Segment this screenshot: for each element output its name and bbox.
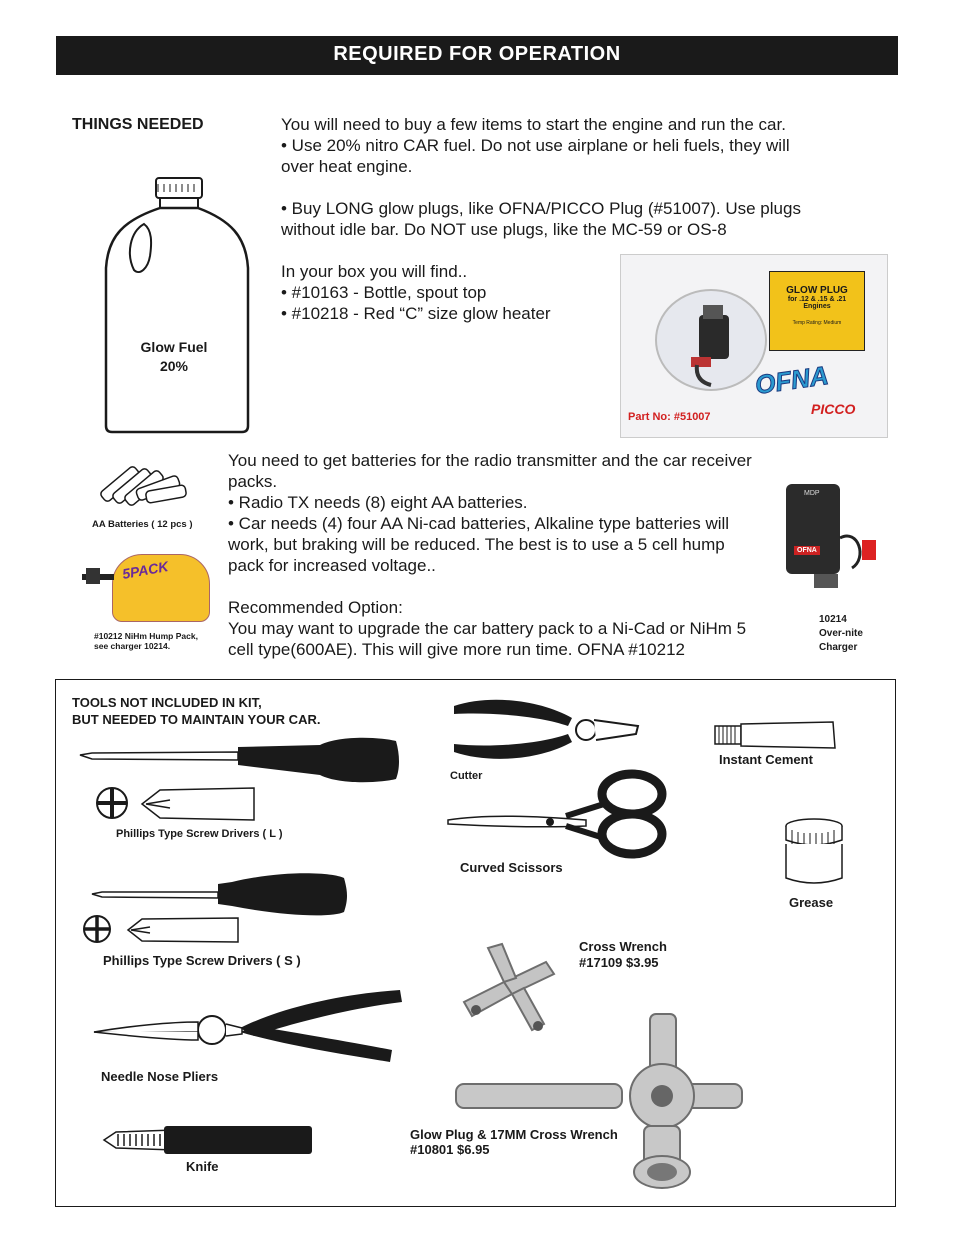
caption-line: Over-nite: [819, 628, 863, 639]
glow-plug-card-rating: Temp Rating: Medium: [792, 320, 842, 326]
caption-line: Charger: [819, 642, 858, 653]
fuel-label-line: Glow Fuel: [140, 339, 208, 355]
glow-plug-cross-wrench-caption: [410, 1127, 618, 1157]
small-screwdriver-image: [92, 870, 348, 918]
text-line: You will need to buy a few items to start the engine and run the car.: [281, 115, 786, 134]
large-screwdriver-image: [80, 735, 400, 785]
tools-title-line: TOOLS NOT INCLUDED IN KIT,: [72, 695, 262, 710]
text-line: • Car needs (4) four AA Ni-cad batteries, Alkaline type batteries will: [228, 514, 730, 533]
knife-caption: Knife: [186, 1159, 219, 1174]
curved-scissors-caption: Curved Scissors: [460, 860, 563, 875]
text-line: • Radio TX needs (8) eight AA batteries.: [228, 493, 528, 512]
fuel-jug-label: [124, 338, 224, 376]
caption-line: Cross Wrench: [579, 939, 667, 954]
knife-image: [104, 1124, 314, 1156]
grease-jar-image: [782, 818, 846, 886]
text-line: • Use 20% nitro CAR fuel. Do not use airplane or heli fuels, they will: [281, 136, 790, 155]
screwdrivers-large-caption: Phillips Type Screw Drivers ( L ): [116, 828, 283, 840]
phillips-tip-icon: [95, 786, 129, 820]
curved-scissors-image: [446, 768, 668, 858]
cutter-caption: Cutter: [450, 770, 483, 782]
instant-cement-caption: Instant Cement: [719, 752, 813, 767]
section-title: REQUIRED FOR OPERATION: [333, 43, 621, 65]
grease-caption: Grease: [789, 895, 834, 910]
glow-plug-card-sub: for .12 & .15 & .21: [787, 296, 847, 303]
glow-plug-cross-wrench-image: [454, 1012, 746, 1192]
cross-wrench-caption: [579, 939, 667, 971]
caption-line: see charger 10214.: [94, 641, 171, 651]
text-line: over heat engine.: [281, 157, 413, 176]
caption-line: #17109 $3.95: [579, 955, 659, 970]
charger-image: [784, 478, 880, 606]
glow-plug-package: [620, 254, 888, 438]
tools-title: [72, 694, 320, 728]
caption-line: 10214: [819, 614, 847, 625]
fuel-jug-illustration: [104, 176, 250, 434]
caption-line: #10212 NiHm Hump Pack,: [94, 631, 198, 641]
charger-top-label: MDP: [804, 490, 820, 497]
fuel-label-line: 20%: [159, 358, 189, 374]
text-line: without idle bar. Do NOT use plugs, like the MC-59 or OS-8: [281, 220, 727, 239]
flat-tip-icon: [140, 786, 256, 822]
part-number: Part No: #51007: [628, 411, 711, 423]
hump-pack-caption: [94, 631, 198, 651]
flat-tip-small-icon: [126, 916, 240, 944]
text-line: cell type(600AE). This will give more run time. OFNA #10212: [228, 640, 685, 659]
text-line: [281, 177, 801, 198]
screwdrivers-small-caption: Phillips Type Screw Drivers ( S ): [103, 953, 301, 968]
picco-logo: PICCO: [811, 401, 856, 417]
text-line: Recommended Option:: [228, 598, 403, 617]
glow-plug-label-card: [769, 271, 865, 351]
phillips-tip-small-icon: [82, 914, 112, 944]
text-line: pack for increased voltage..: [228, 556, 436, 575]
section-header-bar: [56, 36, 898, 75]
cutter-image: [450, 694, 642, 766]
batteries-text: [228, 450, 752, 660]
text-line: You need to get batteries for the radio transmitter and the car receiver: [228, 451, 752, 470]
text-line: • #10218 - Red “C” size glow heater: [281, 304, 551, 323]
needle-nose-pliers-caption: Needle Nose Pliers: [101, 1069, 219, 1084]
glow-plug-card-title: GLOW PLUG: [786, 285, 848, 296]
charger-caption: [819, 613, 863, 655]
aa-batteries-caption: AA Batteries ( 12 pcs ): [92, 519, 193, 530]
glow-plug-card-sub: Engines: [803, 303, 831, 310]
needle-nose-pliers-image: [90, 988, 404, 1064]
text-line: • #10163 - Bottle, spout top: [281, 283, 487, 302]
charger-brand: OFNA: [794, 546, 820, 555]
glow-plug-image: [651, 285, 771, 395]
charger-cable: [838, 518, 882, 578]
text-line: • Buy LONG glow plugs, like OFNA/PICCO Plug (#51007). Use plugs: [281, 199, 801, 218]
caption-line: #10801 $6.95: [410, 1142, 490, 1157]
text-line: In your box you will find..: [281, 262, 468, 281]
hump-pack-label: 5PACK: [120, 558, 170, 582]
aa-batteries-image: [92, 452, 192, 510]
hump-pack-image: [82, 552, 214, 626]
text-line: You may want to upgrade the car battery pack to a Ni-Cad or NiHm 5: [228, 619, 747, 638]
tools-title-line: BUT NEEDED TO MAINTAIN YOUR CAR.: [72, 712, 321, 727]
things-needed-label: THINGS NEEDED: [72, 116, 204, 133]
caption-line: Glow Plug & 17MM Cross Wrench: [410, 1127, 618, 1142]
ofna-logo: OFNA: [753, 360, 831, 400]
text-line: [228, 576, 752, 597]
text-line: work, but braking will be reduced. The best is to use a 5 cell hump: [228, 535, 725, 554]
instant-cement-image: [713, 722, 837, 748]
text-line: packs.: [228, 472, 278, 491]
